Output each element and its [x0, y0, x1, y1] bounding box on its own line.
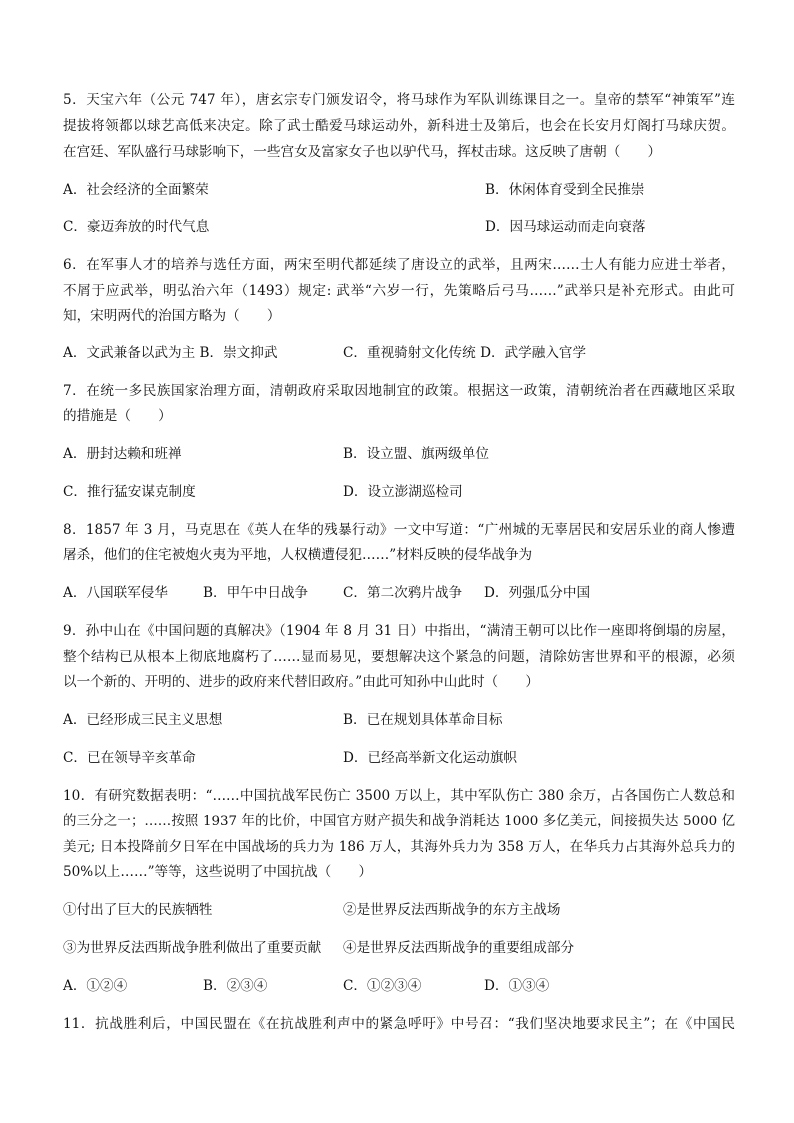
q5-option-c: C．豪迈奔放的时代气息 [63, 219, 210, 235]
q7-option-c: C．推行猛安谋克制度 [63, 484, 196, 500]
q10-stem-line-2: 的三分之一；……按照 1937 年的比价，中国官方财产损失和战争消耗达 1000 多亿美元，间接损失达 5000 亿 [63, 814, 735, 829]
q7-stem-line-2: 的措施是（ ） [63, 408, 172, 424]
q9-option-b: B．已在规划具体革命目标 [343, 712, 503, 728]
q6-stem-line-1: 6．在军事人才的培养与选任方面，两宋至明代都延续了唐设立的武举，且两宋……士人有能力应进士举者， [63, 257, 735, 273]
q10-statement-3: ③为世界反法西斯战争胜利做出了重要贡献 [63, 940, 322, 956]
q10-statement-2: ②是世界反法西斯战争的东方主战场 [343, 902, 561, 918]
q10-option-d: D．①③④ [484, 978, 550, 994]
q5-stem-line-3: 在宫廷、军队盛行马球影响下，一些宫女及富家女子也以驴代马，挥杖击球。这反映了唐朝（ ） [63, 144, 662, 160]
q9-option-d: D．已经高举新文化运动旗帜 [343, 750, 518, 766]
q9-option-c: C．已在领导辛亥革命 [63, 750, 196, 766]
q6-stem-line-2: 不屑于应武举，明弘治六年（1493）规定: 武举“六岁一行，先策略后弓马……”武举只是补充形式。由此可 [63, 283, 735, 299]
q5-stem-line-1: 5．天宝六年（公元 747 年），唐玄宗专门颁发诏令，将马球作为军队训练课目之一。皇帝的禁军“神策军”连 [63, 92, 735, 108]
q6-options-a-b: A．文武兼备以武为主 B．崇文抑武 [63, 345, 278, 361]
q6-options-c-d: C．重视骑射文化传统 D．武学融入官学 [343, 345, 587, 361]
q5-stem-line-2: 提拔将领都以球艺高低来决定。除了武士酷爱马球运动外，新科进士及第后，也会在长安月灯阁打马球庆贺。 [63, 118, 735, 134]
q7-option-d: D．设立澎湖巡检司 [343, 484, 463, 500]
q6-stem-line-3: 知，宋明两代的治国方略为（ ） [63, 308, 281, 324]
q10-stem-line-4: 50%以上……”等等，这些说明了中国抗战（ ） [63, 864, 373, 880]
q7-option-b: B．设立盟、旗两级单位 [343, 446, 489, 462]
q10-stem-line-1: 10．有研究数据表明：“……中国抗战军民伤亡 3500 万以上，其中军队伤亡 380 余万，占各国伤亡人数总和 [63, 788, 735, 804]
q9-stem-line-1: 9．孙中山在《中国问题的真解决》（1904 年 8 月 31 日）中指出，“满清王朝可以比作一座即将倒塌的房屋， [63, 623, 735, 639]
q11-stem-line-1: 11．抗战胜利后，中国民盟在《在抗战胜利声中的紧急呼吁》中号召：“我们坚决地要求民主”；在《中国民 [63, 1016, 735, 1032]
q9-stem-line-2: 整个结构已从根本上彻底地腐朽了……显而易见，要想解决这个紧急的问题，清除妨害世界和平的根源，必须 [63, 649, 735, 665]
q7-stem-line-1: 7．在统一多民族国家治理方面，清朝政府采取因地制宜的政策。根据这一政策，清朝统治者在西藏地区采取 [63, 383, 735, 399]
q10-option-c: C．①②③④ [343, 978, 422, 994]
q9-option-a: A．已经形成三民主义思想 [63, 712, 223, 728]
q8-option-d: D．列强瓜分中国 [484, 585, 591, 601]
q5-option-a: A．社会经济的全面繁荣 [63, 182, 209, 198]
q9-stem-line-3: 以一个新的、开明的、进步的政府来代替旧政府。”由此可知孙中山此时（ ） [63, 674, 539, 690]
q8-option-a: A．八国联军侵华 [63, 585, 168, 601]
q8-stem-line-1: 8．1857 年 3 月，马克思在《英人在华的残暴行动》一文中写道：“广州城的无辜居民和安居乐业的商人惨遭 [63, 522, 735, 538]
q10-option-b: B．②③④ [203, 978, 268, 994]
q8-stem-line-2: 屠杀，他们的住宅被炮火夷为平地，人权横遭侵犯……”材料反映的侵华战争为 [63, 547, 533, 563]
q7-option-a: A．册封达赖和班禅 [63, 446, 182, 462]
q8-option-b: B．甲午中日战争 [203, 585, 309, 601]
q10-option-a: A．①②④ [63, 978, 128, 994]
q8-option-c: C．第二次鸦片战争 [343, 585, 463, 601]
q10-statement-1: ①付出了巨大的民族牺牲 [63, 902, 213, 918]
q10-stem-line-3: 美元; 日本投降前夕日军在中国战场的兵力为 186 万人，其海外兵力为 358 万人，在华兵力占其海外总兵力的 [63, 839, 735, 855]
q10-statement-4: ④是世界反法西斯战争的重要组成部分 [343, 940, 575, 956]
q5-option-b: B．休闲体育受到全民推崇 [485, 182, 645, 198]
q5-option-d: D．因马球运动而走向衰落 [485, 219, 646, 235]
